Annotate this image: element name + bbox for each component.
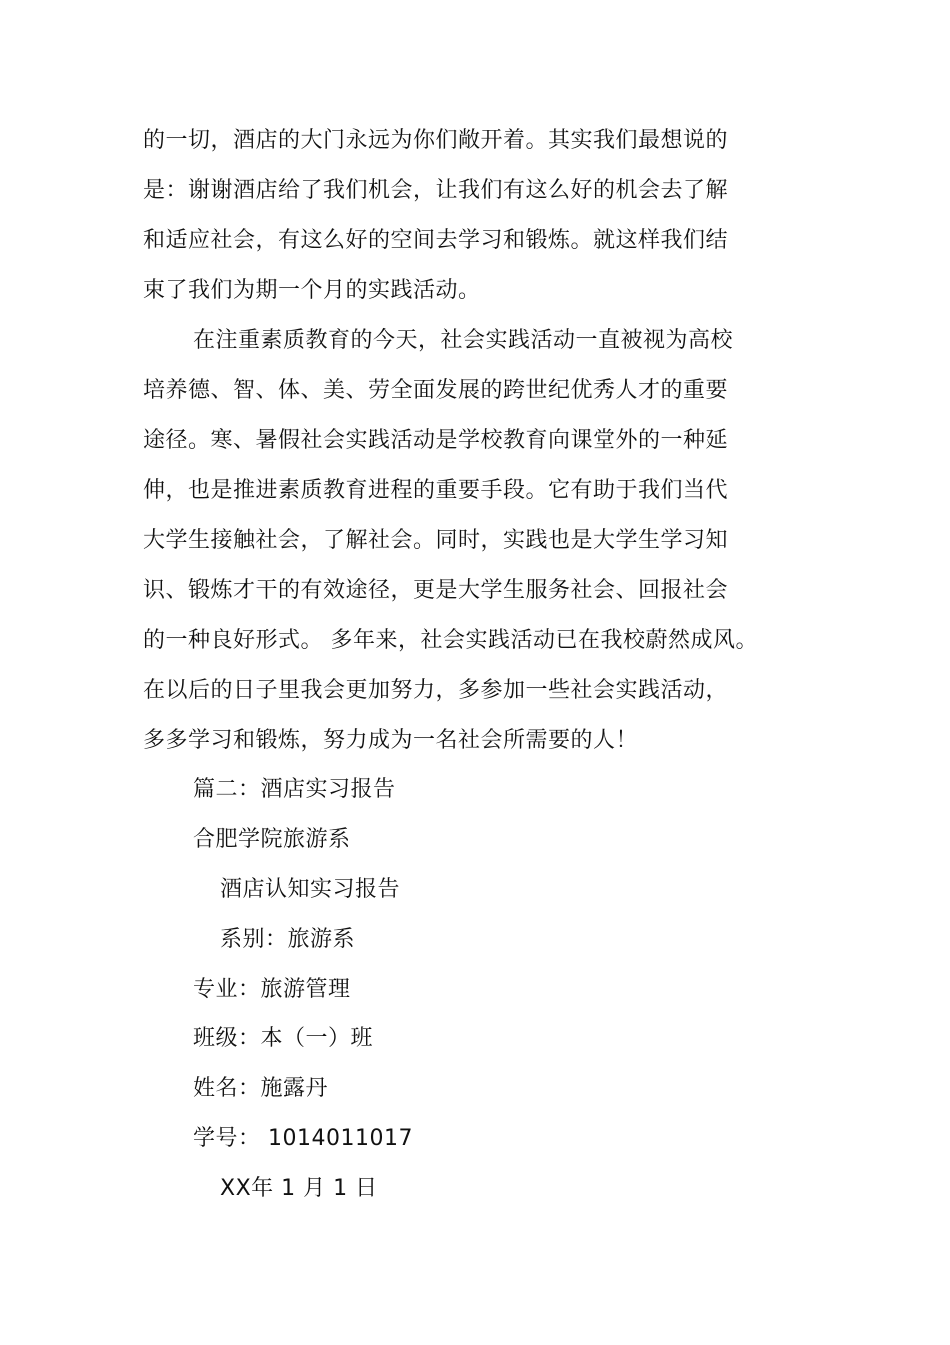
class-field: 班级：本（一）班 xyxy=(193,1026,374,1051)
major-field: 专业：旅游管理 xyxy=(193,977,351,1002)
paragraph-line: 和适应社会，有这么好的空间去学习和锻炼。就这样我们结 xyxy=(143,228,729,253)
date-field: XX年 1 月 1 日 xyxy=(220,1176,378,1201)
paragraph-line: 束了我们为期一个月的实践活动。 xyxy=(143,278,481,303)
paragraph-line: 多多学习和锻炼，努力成为一名社会所需要的人！ xyxy=(143,728,639,753)
paragraph-line: 大学生接触社会，了解社会。同时，实践也是大学生学习知 xyxy=(143,528,729,553)
paragraph-line: 在以后的日子里我会更加努力，多参加一些社会实践活动， xyxy=(143,678,729,703)
report-title: 酒店认知实习报告 xyxy=(220,877,401,902)
paragraph-line: 的一切，酒店的大门永远为你们敞开着。其实我们最想说的 xyxy=(143,128,729,153)
name-field: 姓名：施露丹 xyxy=(193,1076,329,1101)
paragraph-line: 的一种良好形式。 多年来，社会实践活动已在我校蔚然成风。 xyxy=(143,628,758,653)
section-heading: 篇二：酒店实习报告 xyxy=(193,777,396,802)
paragraph-line: 培养德、智、体、美、劳全面发展的跨世纪优秀人才的重要 xyxy=(143,378,729,403)
paragraph-line: 途径。寒、暑假社会实践活动是学校教育向课堂外的一种延 xyxy=(143,428,729,453)
paragraph-line: 在注重素质教育的今天，社会实践活动一直被视为高校 xyxy=(193,328,734,353)
department-field: 系别：旅游系 xyxy=(220,927,356,952)
student-id-field: 学号： 1014011017 xyxy=(193,1126,413,1151)
paragraph-line: 识、锻炼才干的有效途径，更是大学生服务社会、回报社会 xyxy=(143,578,729,603)
paragraph-line: 伸，也是推进素质教育进程的重要手段。它有助于我们当代 xyxy=(143,478,729,503)
department-name: 合肥学院旅游系 xyxy=(193,827,351,852)
paragraph-line: 是：谢谢酒店给了我们机会，让我们有这么好的机会去了解 xyxy=(143,178,729,203)
